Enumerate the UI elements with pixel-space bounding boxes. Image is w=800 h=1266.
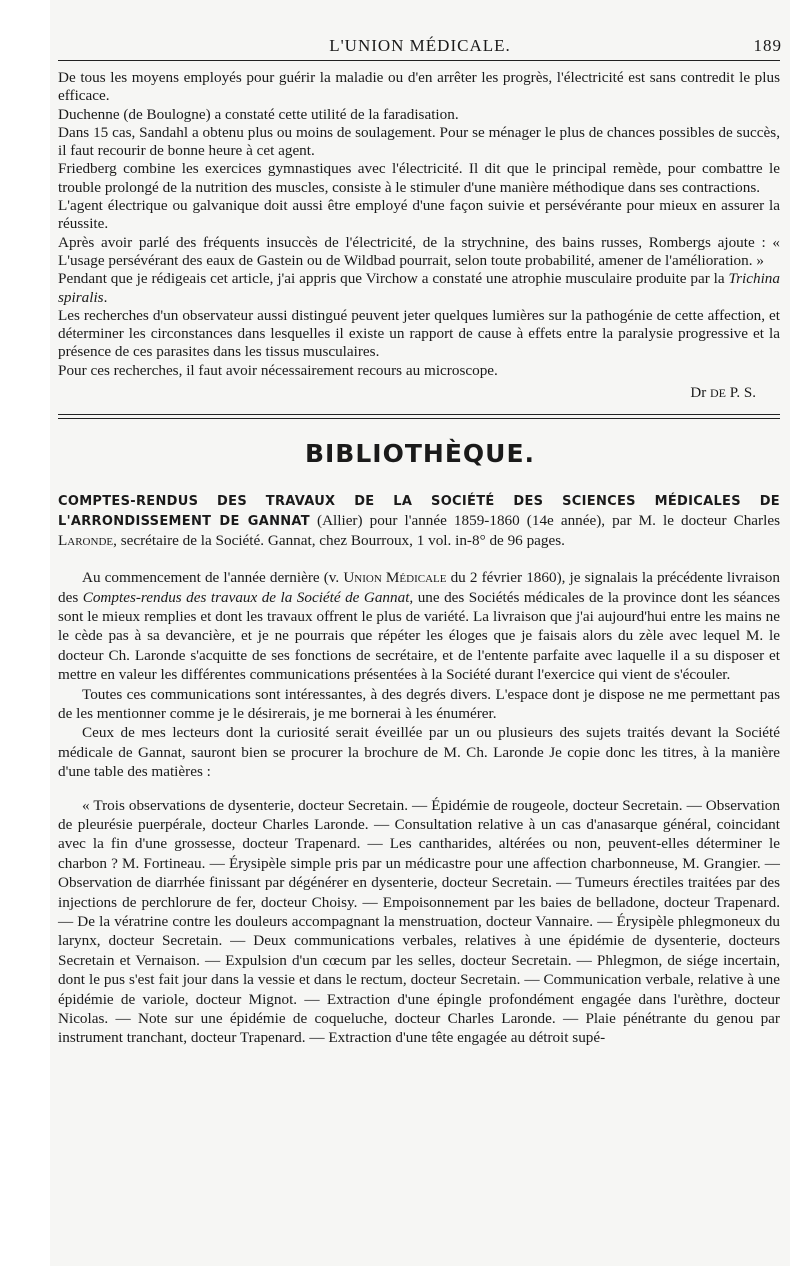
page-number: 189	[753, 36, 782, 55]
article-continuation	[50, 69, 790, 402]
section-divider	[58, 414, 780, 419]
page-header	[50, 22, 790, 56]
journal-name: Union Médicale	[343, 569, 447, 587]
author-signature	[58, 384, 780, 402]
paragraph: L'agent électrique ou galvanique doit aussi être employé d'une façon suivie et persévérante pour mieux en assurer la réussite.	[58, 197, 780, 233]
text-run: Au commencement de l'année dernière (v.	[82, 569, 344, 587]
paragraph: Après avoir parlé des fréquents insuccès de l'électricité, de la strychnine, des bains russes, Rombergs ajoute : « L'usage persévérant des eaux de Gastein ou de Wildbad pourrait, selon toute probabilité, amener de l'amélioration. »	[58, 233, 780, 269]
signature-particle: DE	[709, 386, 726, 401]
italic-species: Trichina spiralis	[58, 270, 780, 306]
document-page	[50, 0, 790, 1266]
paragraph: Friedberg combine les exercices gymnastiques avec l'électricité. Il dit que le principal remède, pour combattre le trouble prolongé de la nutrition des muscles, consiste à le stimuler d'une manière méthodique dans ses contractions.	[58, 160, 780, 196]
paragraph: De tous les moyens employés pour guérir la maladie ou d'en arrêter les progrès, l'électricité est sans contredit le plus efficace.	[58, 69, 780, 105]
book-review	[50, 568, 790, 781]
table-of-contents	[50, 796, 790, 1048]
paragraph: Les recherches d'un observateur aussi distingué peuvent jeter quelques lumières sur la pathogénie de cette affection, et déterminer les circonstances dans lesquelles il existe un rapport de cause à effets entre la paralysie progressive et la présence de ces parasites dans les tissus musculaires.	[58, 306, 780, 361]
review-paragraph: Toutes ces communications sont intéressantes, à des degrés divers. L'espace dont je dispose ne me permettant pas de les mentionner comme je le désirerais, je me bornerai à les énumérer.	[58, 685, 780, 722]
header-rule	[58, 60, 780, 61]
signature-initials: P. S.	[729, 385, 756, 402]
text-run: une des Sociétés médicales de la province dont les séances sont le mieux remplies et dont les travaux offrent le plus de variété. La livraison que j'ai aujourd'hui entre les mains ne le cède pas à sa devancière, et je ne pourrais que répéter les éloges que je faisais alors du zèle avec lequel M. le docteur Ch. Laronde s'acquitte de ses fonctions de secrétaire, et de l'entente parfaite avec laquelle il a su disposer et mettre en valeur les différentes communications présentées à la Société durant l'exercice qui vient de s'écouler.	[58, 588, 780, 684]
toc-paragraph: « Trois observations de dysenterie, docteur Secretain. — Épidémie de rougeole, docteur Secretain. — Observation de pleurésie puerpérale, docteur Charles Laronde. — Consultation relative à un cas d'anasarque général, coincidant avec la fin d'une grossesse, docteur Trapenard. — Les cantharides, altérées ou non, peuvent-elles déterminer le charbon ? M. Fortineau. — Érysipèle simple pris par un médicastre pour une affection charbonneuse, M. Grangier. — Observation de diarrhée finissant par dégénérer en dysenterie, docteur Secretain. — Tumeurs érectiles traitées par des injections de perchlorure de fer, docteur Choisy. — Empoisonnement par les baies de belladone, docteur Trapenard. — De la vératrine contre les douleurs accompagnant la menstruation, docteur Vannaire. — Érysipèle phlegmoneux du larynx, docteur Secretain. — Deux communications verbales, relatives à une épidémie de dysenterie, docteurs Secretain et Vernaison. — Expulsion d'un cœcum par les selles, docteur Secretain. — Phlegmon, de siége incertain, dont le pus s'est fait jour dans la vessie et dans le rectum, docteur Secretain. — Communication verbale, relative à une épidémie de variole, docteur Mignot. — Extraction d'une épingle profondément engagée dans l'urèthre, docteur Nicolas. — Note sur une épidémie de coqueluche, docteur Charles Laronde. — Plaie pénétrante du genou par instrument tranchant, docteur Trapenard. — Extraction d'une tête engagée au détroit supé-	[58, 796, 780, 1047]
paragraph-virchow	[58, 270, 780, 307]
review-paragraph	[58, 568, 780, 684]
entry-author: Laronde	[58, 531, 114, 549]
paragraph: Pour ces recherches, il faut avoir nécessairement recours au microscope.	[58, 361, 498, 379]
paragraph: Duchenne (de Boulogne) a constaté cette utilité de la faradisation.	[58, 105, 459, 123]
signature-prefix: Dr	[690, 385, 707, 402]
paragraph: Dans 15 cas, Sandahl a obtenu plus ou moins de soulagement. Pour se ménager le plus de chances possibles de succès, il faut recourir de bonne heure à cet agent.	[58, 123, 780, 160]
review-paragraph: Ceux de mes lecteurs dont la curiosité serait éveillée par un ou plusieurs des sujets traités devant la Société médicale de Gannat, sauront bien se procurer la brochure de M. Ch. Laronde Je copie donc les titres, à la manière d'une table des matières :	[58, 724, 780, 781]
text-run: du 2 février 1860), je signalais la précédente livraison des	[58, 569, 780, 606]
entry-details: , secrétaire de la Société. Gannat, chez Bourroux, 1 vol. in-8° de 96 pages.	[113, 531, 565, 549]
entry-caps-title: COMPTES-RENDUS DES TRAVAUX DE LA SOCIÉTÉ DES SCIENCES MÉDICALES DE L'ARRONDISSEMENT DE GANNAT	[58, 494, 780, 529]
text-run: Pendant que je rédigeais cet article, j'ai appris que Virchow a constaté une atrophie musculaire produite par la	[58, 270, 729, 288]
entry-details: (Allier) pour l'année 1859-1860 (14e année), par M. le docteur Charles	[309, 511, 780, 529]
italic-title: Comptes-rendus des travaux de la Société de Gannat,	[82, 588, 414, 606]
text-run: .	[103, 288, 108, 306]
section-title: BIBLIOTHÈQUE.	[304, 439, 536, 469]
book-entry-title	[50, 492, 790, 550]
running-title: L'UNION MÉDICALE.	[329, 36, 511, 55]
